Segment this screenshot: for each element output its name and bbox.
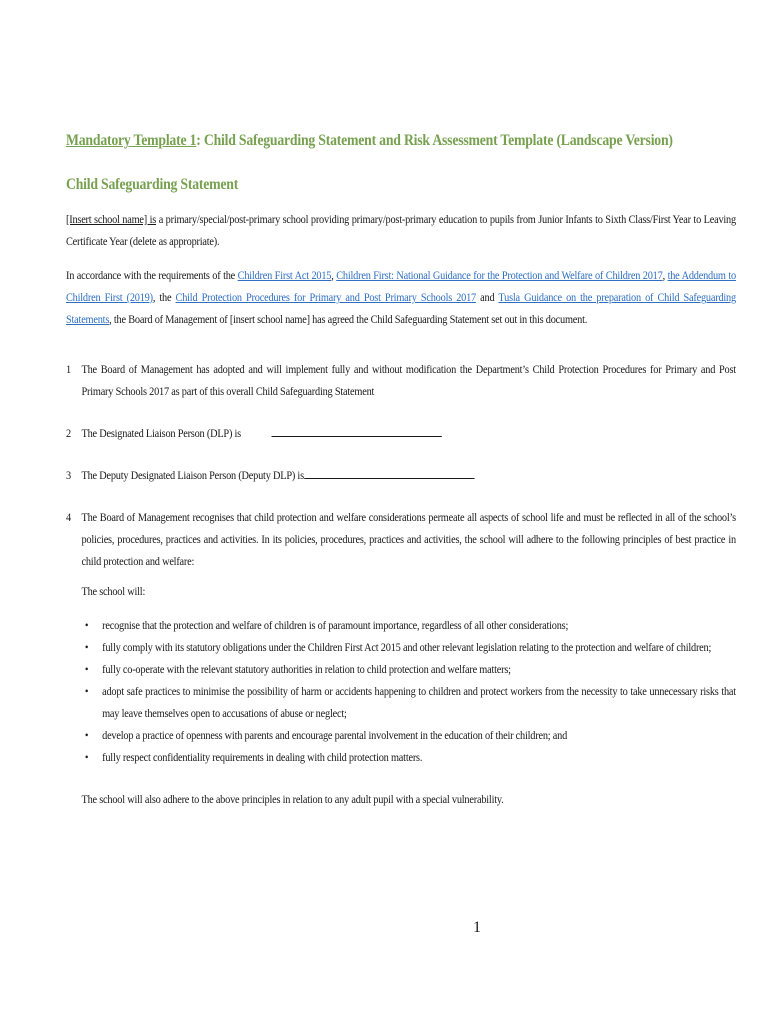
item-text: The Board of Management recognises that child protection and welfare considerations permeate all aspects of school life and must be reflected in all of the school’s policies, procedures, practices and activities. In its policies, procedures, practices and activities, the school will adhere to the following principles of best practice in child protection and welfare: <box>81 510 736 568</box>
title-rest: : Child Safeguarding Statement and Risk Assessment Template (Landscape Version) <box>196 132 673 149</box>
link-children-first-act[interactable]: Children First Act 2015 <box>237 268 332 282</box>
link-tusla-guidance[interactable]: Tusla Guidance on the preparation of Child Safeguarding Statements <box>66 290 736 326</box>
dlp-name-blank[interactable] <box>272 424 442 437</box>
list-item-text: fully co-operate with the relevant statutory authorities in relation to child protection and welfare matters; <box>102 662 511 676</box>
bullet-icon: • <box>84 728 89 742</box>
item-number: 4 <box>66 510 71 524</box>
separator: and <box>475 290 499 304</box>
item-body <box>81 422 735 444</box>
section-heading: Child Safeguarding Statement <box>66 176 239 193</box>
deputy-dlp-name-blank[interactable] <box>304 466 474 479</box>
list-item-text: recognise that the protection and welfare of children is of paramount importance, regardless of all other considerations; <box>102 618 569 632</box>
item-text: The Deputy Designated Liaison Person (Deputy DLP) is <box>81 468 304 482</box>
list-item <box>81 614 735 636</box>
bullet-icon: • <box>84 684 89 698</box>
accordance-tail: , the Board of Management of [insert school name] has agreed the Child Safeguarding Statement set out in this document. <box>109 312 588 326</box>
separator: , <box>331 268 337 282</box>
principles-list <box>81 614 735 768</box>
school-name-placeholder: [Insert school name] is <box>66 212 157 226</box>
bullet-icon: • <box>84 750 89 764</box>
numbered-item-3 <box>66 464 736 486</box>
bullet-icon: • <box>84 640 89 654</box>
list-item-text: fully comply with its statutory obligations under the Children First Act 2015 and other relevant legislation relating to the protection and welfare of children; <box>102 640 712 654</box>
item-text: The Designated Liaison Person (DLP) is <box>81 426 241 440</box>
list-item <box>81 746 735 768</box>
page-title <box>66 128 736 154</box>
intro-paragraph <box>66 208 736 252</box>
link-addendum[interactable]: the Addendum to Children First (2019) <box>66 268 736 304</box>
item-number: 2 <box>66 426 71 440</box>
template-label: Mandatory Template 1 <box>66 132 197 149</box>
list-item <box>81 658 735 680</box>
item-number: 1 <box>66 362 71 376</box>
numbered-item-2 <box>66 422 736 444</box>
item-body <box>81 464 735 486</box>
document-body <box>66 128 736 810</box>
separator: , <box>662 268 668 282</box>
numbered-item-1 <box>66 358 736 402</box>
list-item <box>81 636 735 658</box>
bullet-icon: • <box>84 618 89 632</box>
accordance-paragraph <box>66 264 736 330</box>
bullet-icon: • <box>84 662 89 676</box>
item-number: 3 <box>66 468 71 482</box>
closing-statement: The school will also adhere to the above principles in relation to any adult pupil with a special vulnerability. <box>81 792 504 806</box>
list-item-text: adopt safe practices to minimise the possibility of harm or accidents happening to children and protect workers from the necessity to take unnecessary risks that may leave themselves open to accusations of abuse or neglect; <box>102 684 736 720</box>
link-child-protection-procedures[interactable]: Child Protection Procedures for Primary and Post Primary Schools 2017 <box>175 290 476 304</box>
school-will-label: The school will: <box>81 584 146 598</box>
item-text: The Board of Management has adopted and will implement fully and without modification the Department’s Child Protection Procedures for Primary and Post Primary Schools 2017 as part of this overall Child Safeguarding Statement <box>81 362 736 398</box>
list-item <box>81 680 735 724</box>
page-number: 1 <box>473 919 481 936</box>
numbered-item-4 <box>66 506 736 572</box>
intro-text: a primary/special/post-primary school providing primary/post-primary education to pupils from Junior Infants to Sixth Class/First Year to Leaving Certificate Year (delete as appropriate). <box>66 212 736 248</box>
list-item <box>81 724 735 746</box>
list-item-text: fully respect confidentiality requirements in dealing with child protection matters. <box>102 750 423 764</box>
accordance-lead: In accordance with the requirements of the <box>66 268 238 282</box>
separator: , the <box>152 290 176 304</box>
list-item-text: develop a practice of openness with parents and encourage parental involvement in the education of their children; and <box>102 728 568 742</box>
link-national-guidance[interactable]: Children First: National Guidance for the Protection and Welfare of Children 2017 <box>336 268 663 282</box>
